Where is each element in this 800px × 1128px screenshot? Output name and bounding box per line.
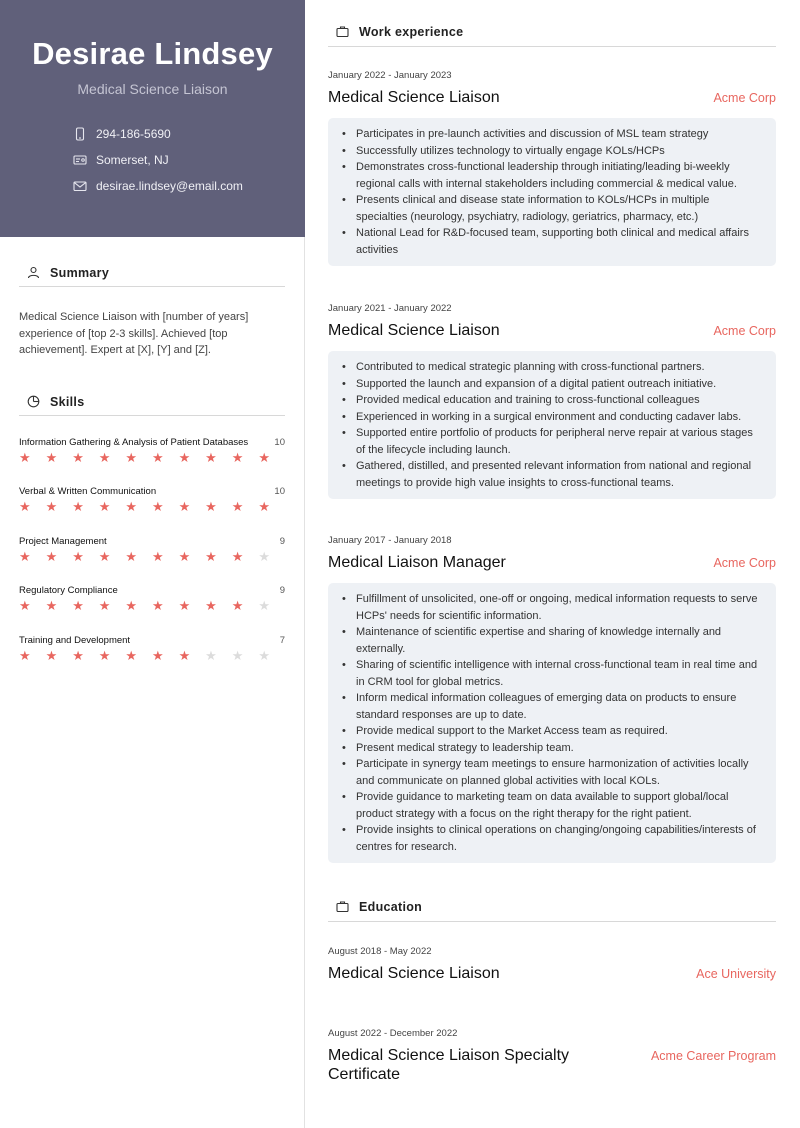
star-filled-icon: ★: [45, 648, 58, 663]
job-date: January 2017 - January 2018: [328, 535, 452, 546]
education-title: Education: [359, 899, 423, 914]
star-filled-icon: ★: [98, 549, 111, 564]
star-filled-icon: ★: [98, 598, 111, 613]
star-filled-icon: ★: [178, 598, 191, 613]
job-title: Medical Science Liaison: [328, 89, 500, 106]
job-entry: [328, 70, 776, 266]
star-filled-icon: ★: [19, 598, 31, 613]
star-filled-icon: ★: [205, 549, 217, 564]
job-bullets: [328, 118, 776, 266]
job-title: Medical Science Liaison: [328, 322, 500, 339]
person-icon: [27, 266, 40, 279]
sidebar: [0, 0, 305, 1128]
education-date: August 2022 - December 2022: [328, 1028, 458, 1039]
skill-level: 7: [279, 635, 285, 646]
skill-item: [19, 536, 285, 564]
star-filled-icon: ★: [151, 549, 164, 564]
job-bullet: • Provide guidance to marketing team on data available to support global/local product strategy with a focus on the right therapy for the right patient.: [356, 789, 762, 822]
skill-rating: [19, 649, 285, 663]
star-filled-icon: ★: [72, 598, 84, 613]
skills-heading: [19, 388, 285, 416]
star-filled-icon: ★: [45, 598, 58, 613]
star-filled-icon: ★: [45, 450, 58, 465]
job-bullet: • Sharing of scientific intelligence with internal cross-functional team in real time and in CRM tool for global metrics.: [356, 657, 762, 690]
skill-rating: [19, 599, 285, 613]
skill-rating: [19, 550, 285, 564]
summary-heading: [19, 259, 285, 287]
star-filled-icon: ★: [178, 549, 191, 564]
job-bullet: • Provide insights to clinical operations on changing/ongoing capabilities/interests of centres for research.: [356, 822, 762, 855]
skill-item: [19, 486, 285, 514]
education-entry: [328, 1028, 776, 1084]
job-bullets: [328, 351, 776, 499]
phone-icon: [73, 127, 87, 141]
star-filled-icon: ★: [178, 648, 191, 663]
star-filled-icon: ★: [231, 598, 244, 613]
skill-item: [19, 585, 285, 613]
star-empty-icon: ★: [231, 648, 244, 663]
star-filled-icon: ★: [72, 450, 84, 465]
job-bullet: • Participate in synergy team meetings to ensure harmonization of activities locally and communicate on planned global activities with local KOLs.: [356, 756, 762, 789]
skill-name: Training and Development: [19, 635, 131, 646]
job-date: January 2022 - January 2023: [328, 70, 452, 81]
work-heading: [328, 17, 776, 47]
star-filled-icon: ★: [258, 499, 270, 514]
job-bullet: • Present medical strategy to leadership team.: [356, 740, 762, 757]
job-bullet: • Provided medical education and training to cross-functional colleagues: [356, 392, 762, 409]
skill-rating: [19, 451, 285, 465]
job-org: Acme Corp: [713, 91, 776, 105]
profile-header: [0, 0, 305, 237]
job-bullet: • Experienced in working in a surgical environment and conducting cadaver labs.: [356, 409, 762, 426]
skill-name: Information Gathering & Analysis of Patient Databases: [19, 437, 249, 448]
star-filled-icon: ★: [19, 450, 31, 465]
star-filled-icon: ★: [178, 450, 191, 465]
briefcase-icon: [336, 25, 349, 38]
star-filled-icon: ★: [125, 450, 138, 465]
job-bullet: • National Lead for R&D-focused team, supporting both clinical and medical affairs activities: [356, 225, 762, 258]
pie-chart-icon: [27, 395, 40, 408]
summary-text: Medical Science Liaison with [number of years] experience of [top 2-3 skills]. Achieved [top achievement]. Expert at [X], [Y] and [Z].: [19, 311, 249, 356]
job-bullet: • Supported the launch and expansion of a digital patient outreach initiative.: [356, 376, 762, 393]
job-date: January 2021 - January 2022: [328, 303, 452, 314]
location-text: Somerset, NJ: [96, 153, 169, 167]
person-role: Medical Science Liaison: [77, 81, 228, 97]
star-filled-icon: ★: [125, 648, 138, 663]
star-filled-icon: ★: [19, 648, 31, 663]
job-bullet: • Fulfillment of unsolicited, one-off or ongoing, medical information requests to serve HCPs' needs for scientific information.: [356, 591, 762, 624]
star-filled-icon: ★: [151, 648, 164, 663]
skills-title: Skills: [50, 394, 85, 409]
star-filled-icon: ★: [125, 499, 138, 514]
star-filled-icon: ★: [72, 648, 84, 663]
star-filled-icon: ★: [205, 598, 217, 613]
star-empty-icon: ★: [258, 648, 270, 663]
job-title: Medical Liaison Manager: [328, 554, 506, 571]
star-filled-icon: ★: [151, 450, 164, 465]
mail-icon: [73, 179, 87, 193]
phone-text: 294-186-5690: [96, 127, 171, 141]
job-bullet: • Successfully utilizes technology to virtually engage KOLs/HCPs: [356, 143, 762, 160]
star-filled-icon: ★: [231, 499, 244, 514]
star-filled-icon: ★: [98, 499, 111, 514]
contact-phone: [73, 127, 171, 141]
star-filled-icon: ★: [151, 499, 164, 514]
education-title-text: Medical Science Liaison: [328, 965, 500, 982]
education-entry: [328, 946, 776, 983]
skill-name: Project Management: [19, 536, 107, 547]
star-filled-icon: ★: [19, 499, 31, 514]
education-org: Ace University: [696, 967, 776, 981]
summary-title: Summary: [50, 265, 110, 280]
star-empty-icon: ★: [205, 648, 217, 663]
job-bullet: • Maintenance of scientific expertise and sharing of knowledge internally and externally.: [356, 624, 762, 657]
job-bullet: • Inform medical information colleagues of emerging data on products to ensure standard responses are up to date.: [356, 690, 762, 723]
contact-location: [73, 153, 169, 167]
star-filled-icon: ★: [72, 499, 84, 514]
education-org: Acme Career Program: [650, 1049, 776, 1063]
education-heading: [328, 892, 776, 922]
skill-item: [19, 437, 285, 465]
skill-level: 9: [279, 585, 285, 596]
star-filled-icon: ★: [125, 598, 138, 613]
star-filled-icon: ★: [205, 450, 217, 465]
job-org: Acme Corp: [713, 324, 776, 338]
star-filled-icon: ★: [258, 450, 270, 465]
job-bullet: • Presents clinical and disease state information to KOLs/HCPs in multiple specialties (neurology, psychiatry, radiology, geriatrics, pharmacy, etc.): [356, 192, 762, 225]
job-bullet: • Gathered, distilled, and presented relevant information from national and regional meetings to provide high value insights to cross-functional teams.: [356, 458, 762, 491]
star-filled-icon: ★: [205, 499, 217, 514]
star-empty-icon: ★: [258, 549, 270, 564]
work-title: Work experience: [359, 24, 464, 39]
job-org: Acme Corp: [713, 556, 776, 570]
job-bullets: [328, 583, 776, 863]
skill-level: 10: [274, 437, 285, 448]
skill-name: Regulatory Compliance: [19, 585, 118, 596]
job-bullet: • Provide medical support to the Market Access team as required.: [356, 723, 762, 740]
star-filled-icon: ★: [19, 549, 31, 564]
email-text[interactable]: desirae.lindsey@email.com: [96, 179, 243, 193]
person-name: Desirae Lindsey: [32, 36, 273, 71]
job-bullet: • Participates in pre-launch activities and discussion of MSL team strategy: [356, 126, 762, 143]
star-filled-icon: ★: [125, 549, 138, 564]
education-date: August 2018 - May 2022: [328, 946, 432, 957]
contact-email: [73, 179, 243, 193]
skill-rating: [19, 500, 285, 514]
id-card-icon: [73, 153, 87, 167]
briefcase-icon: [336, 900, 349, 913]
job-bullet: • Contributed to medical strategic planning with cross-functional partners.: [356, 359, 762, 376]
job-bullet: • Demonstrates cross-functional leadership through initiating/leading bi-weekly regional calls with internal stakeholders including commercial & medical value.: [356, 159, 762, 192]
star-filled-icon: ★: [98, 648, 111, 663]
star-filled-icon: ★: [178, 499, 191, 514]
skill-item: [19, 635, 285, 663]
skill-level: 10: [274, 486, 285, 497]
skill-name: Verbal & Written Communication: [19, 486, 157, 497]
star-filled-icon: ★: [45, 499, 58, 514]
star-filled-icon: ★: [231, 549, 244, 564]
star-filled-icon: ★: [72, 549, 84, 564]
job-entry: [328, 303, 776, 499]
skill-level: 9: [279, 536, 285, 547]
star-filled-icon: ★: [45, 549, 58, 564]
star-filled-icon: ★: [98, 450, 111, 465]
education-title-text: Medical Science Liaison Specialty Certificate: [328, 1047, 570, 1083]
job-entry: [328, 535, 776, 863]
job-bullet: • Supported entire portfolio of products for peripheral nerve repair at various stages of the lifecycle including launch.: [356, 425, 762, 458]
star-empty-icon: ★: [258, 598, 270, 613]
star-filled-icon: ★: [151, 598, 164, 613]
star-filled-icon: ★: [231, 450, 244, 465]
